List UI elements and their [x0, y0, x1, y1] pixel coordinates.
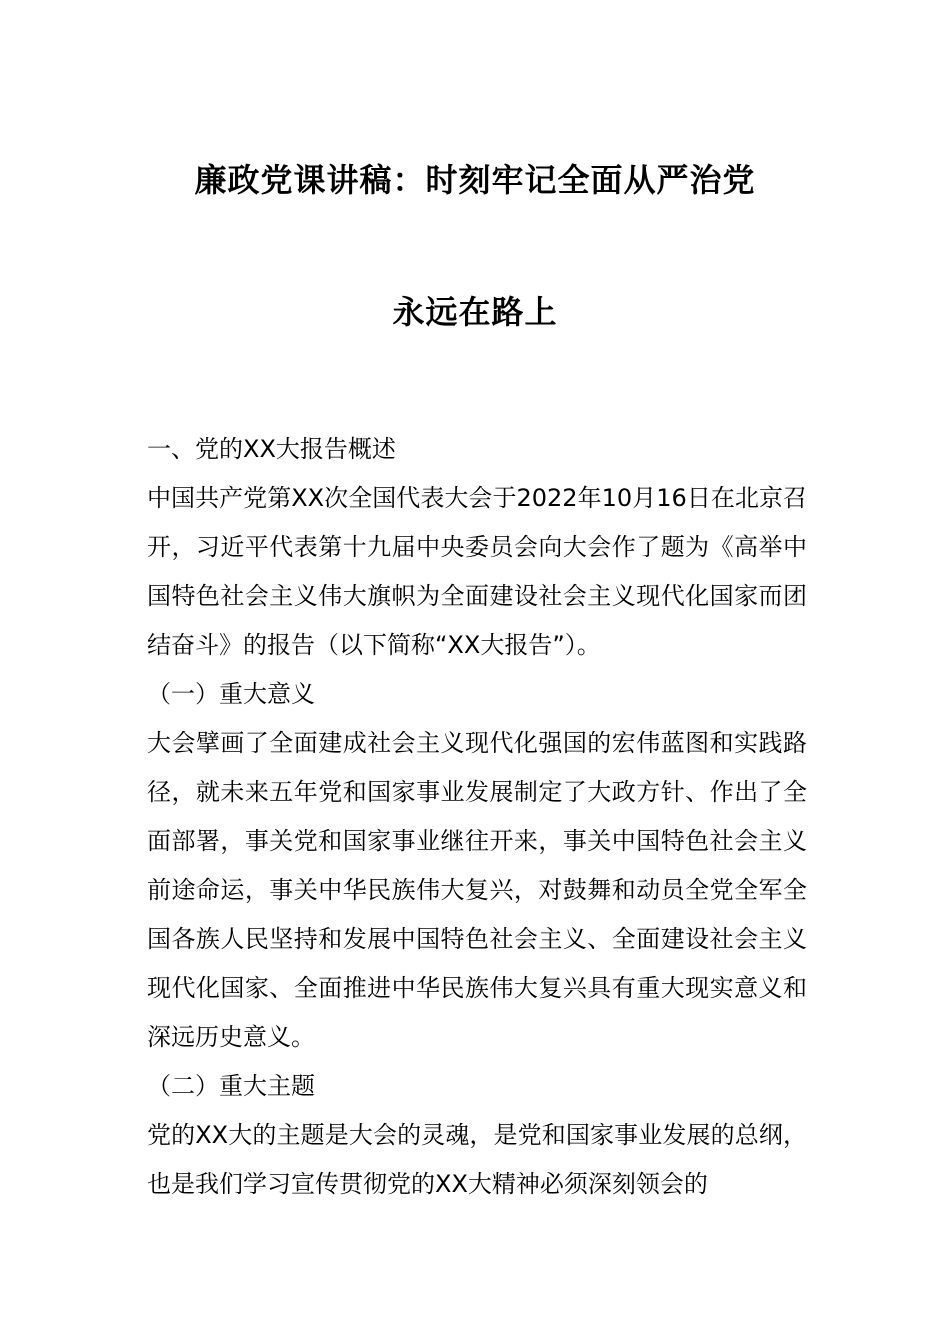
section-heading: 一、党的XX大报告概述 [147, 435, 396, 463]
paragraph: 党的XX大的主题是大会的灵魂，是党和国家事业发展的总纲，也是我们学习宣传贯彻党的XX大精神必须深刻领会的 [147, 1121, 807, 1198]
document-body [147, 425, 807, 1209]
paragraph: 大会擘画了全面建成社会主义现代化强国的宏伟蓝图和实践路径，就未来五年党和国家事业发展制定了大政方针、作出了全面部署，事关党和国家事业继往开来，事关中国特色社会主义前途命运，事关中华民族伟大复兴，对鼓舞和动员全党全军全国各族人民坚持和发展中国特色社会主义、全面建设社会主义现代化国家、全面推进中华民族伟大复兴具有重大现实意义和深远历史意义。 [147, 729, 807, 1051]
document-title-line-1: 廉政党课讲稿：时刻牢记全面从严治党 [194, 161, 756, 199]
subsection-heading: （一）重大意义 [147, 680, 315, 708]
subsection-heading: （二）重大主题 [147, 1072, 315, 1100]
document-title-line-2: 永远在路上 [392, 293, 558, 331]
paragraph: 中国共产党第XX次全国代表大会于2022年10月16日在北京召开，习近平代表第十九届中央委员会向大会作了题为《高举中国特色社会主义伟大旗帜为全面建设社会主义现代化国家而团结奋斗》的报告（以下简称“XX大报告”）。 [147, 484, 807, 659]
